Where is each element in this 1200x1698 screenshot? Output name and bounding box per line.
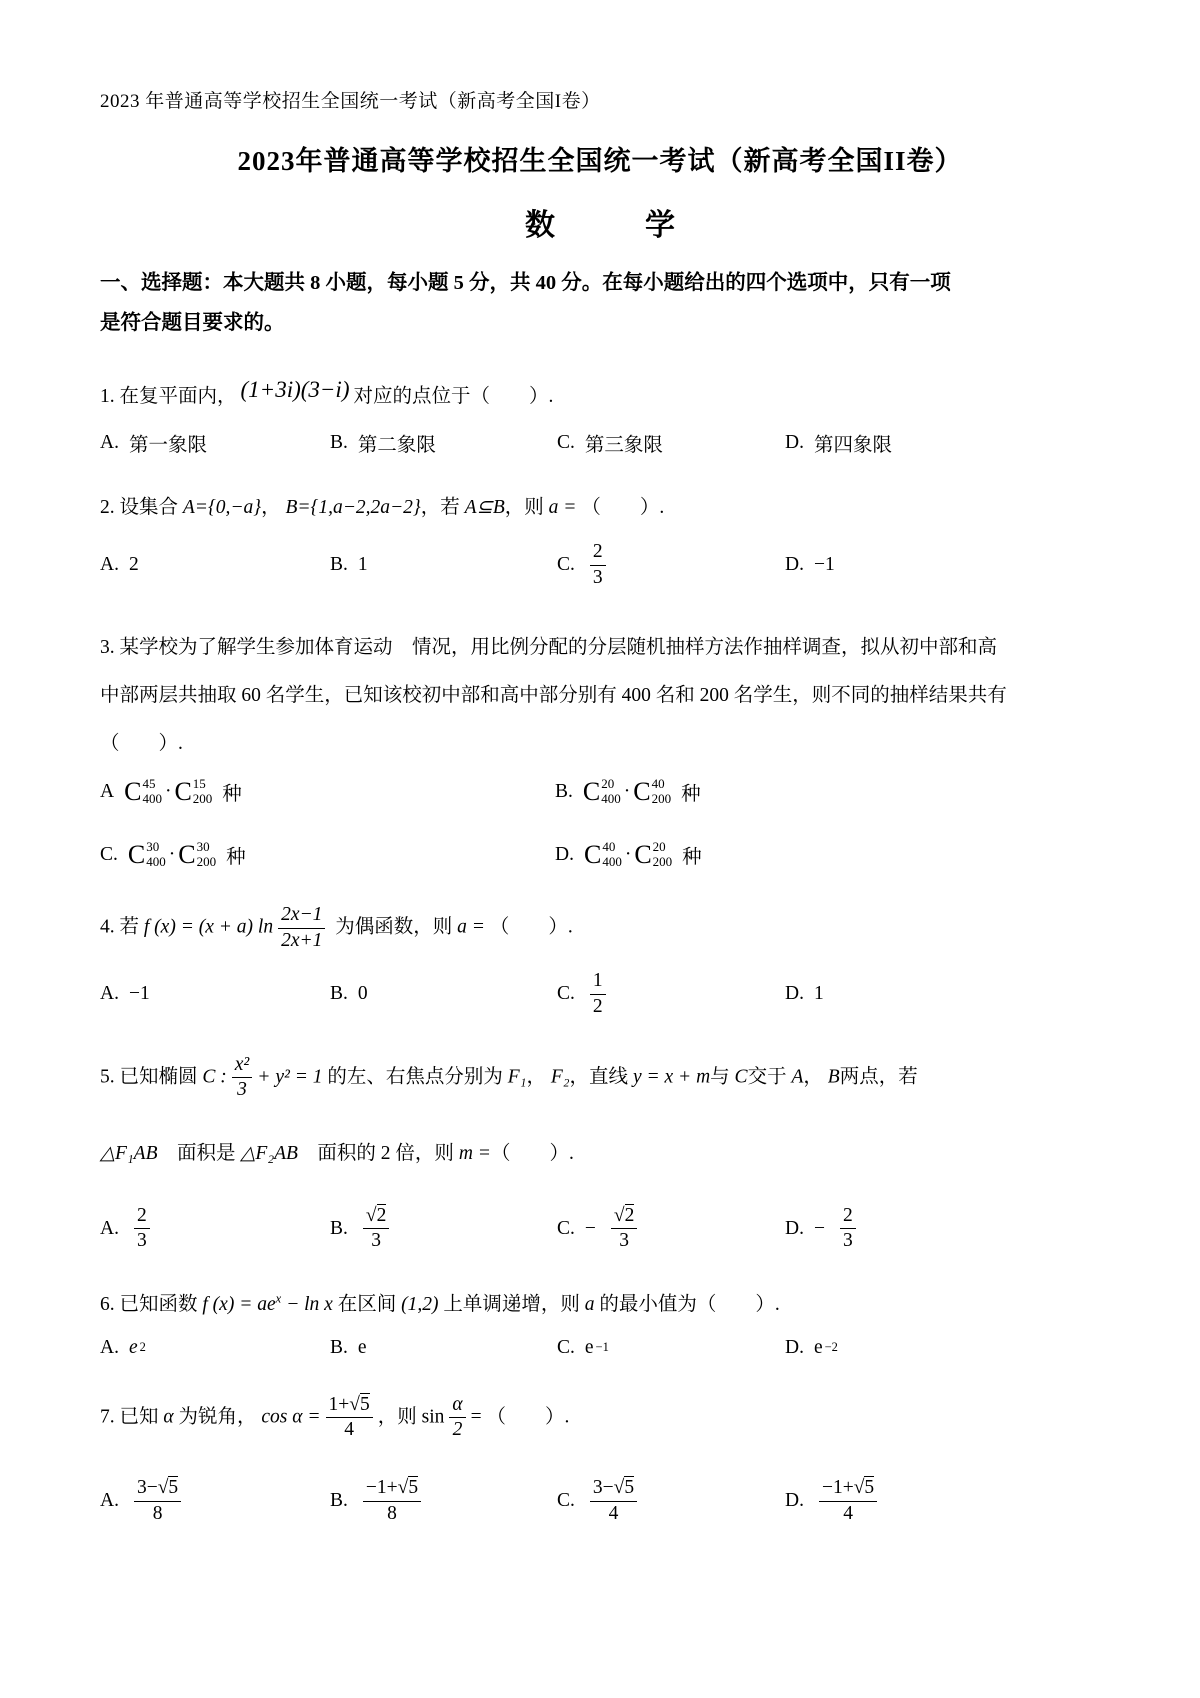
- fraction-with-radical: $\frac{-1+√5}{8}$: [363, 1476, 421, 1526]
- option-q6-B: B. e: [330, 1336, 367, 1358]
- q2-options: [100, 540, 1100, 590]
- q3-options-row-1: [100, 777, 1100, 806]
- question-2: [100, 491, 1100, 524]
- question-6: 6. 已知函数 f $(x) = ae^x - \ln x$ 在区间 (1,2) 上单调递增，则 a 的最小值为（ ）.: [100, 1291, 780, 1315]
- option-q2-A: A. 2: [100, 554, 139, 576]
- q2-text-3: ，若: [420, 497, 460, 519]
- q2-text-4: ，则: [504, 497, 544, 519]
- option-q1-A: A. 第一象限: [100, 432, 207, 457]
- combination-expr: C 40 400 · C 20 200: [583, 839, 673, 869]
- fraction: $\frac{\alpha}{2}$: [449, 1393, 465, 1443]
- option-q3-D: D. C 40 400 · C 20 200 种: [555, 839, 702, 869]
- q2-math-3: A⊆B: [464, 497, 505, 519]
- fraction: $\frac{\text{x²}}{3}$: [232, 1053, 253, 1103]
- q1-expression: (1+3i)(3−i): [240, 376, 350, 402]
- exponent: x: [275, 1291, 282, 1306]
- q6-number: 6.: [100, 1293, 115, 1315]
- minus-sign: −: [584, 1217, 596, 1239]
- question-3: [100, 624, 1100, 767]
- q2-text-5: （ ）.: [581, 497, 665, 519]
- option-q4-C: C. $\frac{1}{2}$: [557, 969, 785, 1019]
- option-q3-C: C. C 30 400 · C 30 200 种: [100, 839, 246, 869]
- q7-options: [100, 1476, 1100, 1526]
- q1-options: [100, 429, 1100, 457]
- combination-expr: C 20 400 · C 40 200: [582, 776, 672, 806]
- q5-options: [100, 1204, 1100, 1254]
- q4-number: 4.: [100, 916, 115, 938]
- section-intro-line1: 一、选择题：本大题共 8 小题，每小题 5 分，共 40 分。在每小题给出的四个选项中，只有一项: [100, 272, 951, 294]
- q7-number: 7.: [100, 1406, 115, 1428]
- q4-options: [100, 969, 1100, 1019]
- fraction-with-radical: $\frac{√2}{3}$: [611, 1204, 637, 1254]
- minus-sign: −: [813, 1217, 825, 1239]
- combination-expr: C 30 400 · C 30 200: [127, 839, 217, 869]
- option-q1-B: B. 第二象限: [330, 432, 436, 457]
- option-q1-C: C. 第三象限: [557, 432, 663, 457]
- fraction: $\frac{2x-1}{2x+1}$: [278, 903, 325, 953]
- option-q2-C: C. $\frac{2}{3}$: [557, 540, 785, 590]
- q4-text-1: 若: [119, 916, 140, 938]
- option-q5-B: B. $\frac{√2}{3}$: [330, 1204, 557, 1254]
- combination-expr: C 45 400 · C 15 200: [124, 776, 213, 806]
- q5-line-2: △F₁AB 面积是 △F₂AB 面积的 2 倍，则 m =（ ）.: [100, 1142, 574, 1164]
- q2-math-1: A={0,−a}: [182, 497, 262, 519]
- fraction-with-radical: $\frac{3-√5}{8}$: [134, 1476, 181, 1526]
- option-q6-C: C. e −1: [557, 1336, 609, 1358]
- option-q6-D: D. e −2: [785, 1336, 838, 1358]
- q3-options-row-2: [100, 840, 1100, 869]
- q2-number: 2.: [100, 497, 115, 519]
- q2-text-1: 设集合: [119, 497, 179, 519]
- q5-line-1: 5. 已知椭圆 C : $\frac{\text{x²}}{3}$ + y² = 1 的左、右焦点分别为 F₁， F₂，直线 y = x + m与 C交于 A， B两点，若: [100, 1053, 1100, 1103]
- option-q7-A: A. $\frac{3-√5}{8}$: [100, 1476, 330, 1526]
- fraction-with-radical: $\frac{3-√5}{4}$: [590, 1476, 637, 1526]
- q4-text-2: 为偶函数，则: [335, 916, 453, 938]
- question-4: [100, 903, 1100, 953]
- fraction-with-radical: $\frac{1+√5}{4}$: [326, 1393, 373, 1443]
- question-1: [100, 370, 1100, 413]
- fraction: $\frac{2}{3}$: [134, 1204, 150, 1254]
- q3-line-3: （ ）.: [100, 732, 183, 754]
- q2-math-2: B={1,a−2,2a−2}: [285, 497, 421, 519]
- option-q7-C: C. $\frac{3-√5}{4}$: [557, 1476, 785, 1526]
- question-5: [100, 1053, 1100, 1170]
- q3-line-1: 3. 某学校为了解学生参加体育运动 情况，用比例分配的分层随机抽样方法作抽样调查，拟从初中部和高: [100, 636, 998, 658]
- option-q6-A: A. e 2: [100, 1336, 146, 1358]
- q1-number: 1.: [100, 385, 115, 407]
- option-q4-D: D. 1: [785, 983, 824, 1005]
- option-q4-B: B. 0: [330, 983, 368, 1005]
- q4-math-1: f (x) = (x + a) ln: [143, 916, 274, 938]
- q3-number: 3.: [100, 636, 115, 658]
- fraction: $\frac{1}{2}$: [590, 969, 606, 1019]
- option-q5-C: C. − $\frac{√2}{3}$: [557, 1204, 785, 1254]
- section-intro: [100, 264, 1100, 344]
- q3-line-2: 中部两层共抽取 60 名学生，已知该校初中部和高中部分别有 400 名和 200 名学生，则不同的抽样结果共有: [100, 684, 1007, 706]
- question-7: 7. 已知 α 为锐角， cos α = $\frac{1+√5}{4}$ ，则 sin $\frac{\alpha}{2}$ = （ ）.: [100, 1393, 1100, 1443]
- subject-title: 数 学: [525, 209, 675, 242]
- option-q1-D: D. 第四象限: [785, 432, 892, 457]
- fraction-with-radical: $\frac{√2}{3}$: [363, 1204, 389, 1254]
- option-q3-A: A C 45 400 · C 15 200 种: [100, 776, 242, 806]
- q4-text-3: （ ）.: [489, 916, 573, 938]
- q2-text-2: ，: [261, 497, 281, 519]
- exam-title: 2023年普通高等学校招生全国统一考试（新高考全国II卷）: [237, 146, 963, 176]
- option-q7-D: D. $\frac{-1+√5}{4}$: [785, 1476, 1100, 1526]
- q5-number: 5.: [100, 1066, 115, 1088]
- option-q5-A: A. $\frac{2}{3}$: [100, 1204, 330, 1254]
- section-intro-line2: 是符合题目要求的。: [100, 311, 285, 334]
- q1-text-2: 对应的点位于（ ）.: [353, 385, 554, 407]
- q4-math-2: a =: [457, 916, 485, 938]
- option-q3-B: B. C 20 400 · C 40 200 种: [555, 776, 701, 806]
- q6-options: [100, 1337, 1100, 1359]
- option-q7-B: B. $\frac{-1+√5}{8}$: [330, 1476, 557, 1526]
- option-q2-B: B. 1: [330, 554, 368, 576]
- option-q2-D: D. −1: [785, 554, 835, 576]
- fraction: $\frac{2}{3}$: [590, 540, 606, 590]
- q2-math-4: a =: [548, 497, 577, 519]
- option-q5-D: D. − $\frac{2}{3}$: [785, 1204, 1100, 1254]
- page-header: 2023 年普通高等学校招生全国统一考试（新高考全国I卷）: [100, 91, 601, 112]
- fraction-with-radical: $\frac{-1+√5}{4}$: [819, 1476, 877, 1526]
- option-q4-A: A. −1: [100, 983, 150, 1005]
- fraction: $\frac{2}{3}$: [840, 1204, 856, 1254]
- q1-text-1: 在复平面内，: [119, 385, 237, 407]
